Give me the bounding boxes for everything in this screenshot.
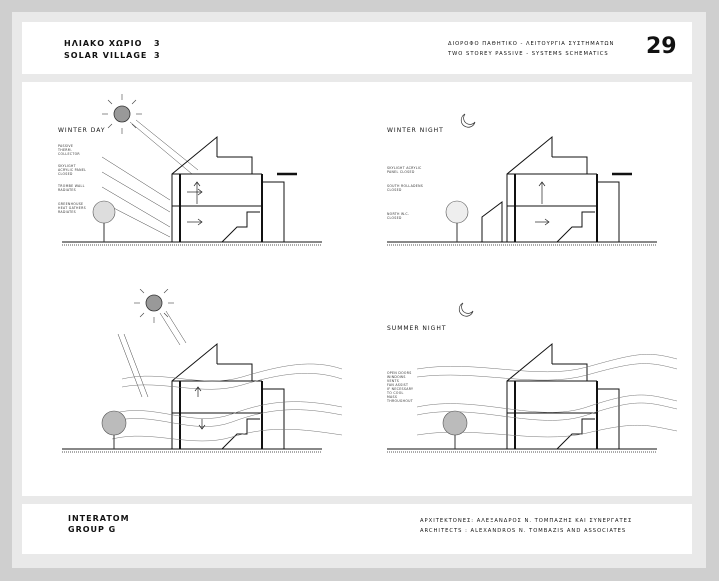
architects-english: ARCHITECTS : ALEXANDROS N. TOMBAZIS AND ASSOCIATES [420, 528, 627, 534]
winter-day-title: WINTER DAY [58, 127, 106, 134]
title-english-number: 3 [154, 51, 161, 60]
subtitle-greek: ΔΙΟΡΟΦΟ ΠΑΘΗΤΙΚΟ - ΛΕΙΤΟΥΡΓΙΑ ΣΥΣΤΗΜΑΤΩΝ [448, 41, 615, 47]
moon-icon [459, 303, 473, 316]
winter-night-diagram [357, 82, 692, 289]
summer-night-diagram [357, 289, 692, 496]
sun-rays [118, 311, 186, 397]
airflow-waves [112, 364, 342, 441]
tree-icon [102, 411, 126, 449]
title-greek-number: 3 [154, 39, 161, 48]
winter-day-diagram [22, 82, 357, 289]
title-block-footer [22, 504, 692, 554]
title-greek: ΗΛΙΑΚΟ ΧΩΡΙΟ [64, 39, 143, 48]
summer-day-diagram [22, 289, 357, 496]
firm-name-line1: INTERATOM [68, 514, 130, 523]
arrows [535, 182, 549, 225]
winter-day-note-3: TROMBE WALL RADIATES [58, 184, 85, 192]
title-english: SOLAR VILLAGE [64, 51, 148, 60]
firm-name-line2: GROUP G [68, 525, 117, 534]
sun-icon [102, 94, 142, 134]
winter-night-note-3: NORTH W.C. CLOSED [387, 212, 410, 220]
house-section [387, 137, 657, 242]
summer-night-title: SUMMER NIGHT [387, 325, 447, 332]
tree-icon [446, 201, 468, 242]
summer-night-section-drawing [357, 289, 692, 496]
winter-day-note-4: GREENHOUSE HEAT GATHERS RADIATES [58, 202, 86, 214]
sun-icon [134, 289, 174, 323]
summer-day-section-drawing [22, 289, 357, 496]
winter-night-note-2: SOUTH ROLLADENS CLOSED [387, 184, 424, 192]
sun-rays [102, 120, 198, 237]
tree-icon [93, 201, 115, 242]
house-section [387, 344, 657, 449]
winter-day-note-1: PASSIVE THERM. COLLECTOR [58, 144, 80, 156]
arrows [187, 182, 202, 225]
title-block-header [22, 22, 692, 74]
tree-icon [443, 411, 467, 449]
house-section [62, 137, 322, 242]
winter-night-title: WINTER NIGHT [387, 127, 444, 134]
schematics-panel [22, 82, 692, 496]
summer-night-note-1: OPEN DOORS WINDOWS VENTS FAN ASSIST IF NECESSARY TO COOL MASS THROUGHOUT [387, 371, 414, 403]
winter-night-note-1: SKYLIGHT ACRYLIC PANEL CLOSED [387, 166, 422, 174]
house-section [62, 344, 322, 449]
moon-icon [461, 114, 475, 127]
winter-day-section-drawing [22, 82, 357, 289]
architects-greek: ΑΡΧΙΤΕΚΤΟΝΕΣ: ΑΛΕΞΑΝΔΡΟΣ Ν. ΤΟΜΠΑΖΗΣ ΚΑΙ ΣΥΝΕΡΓΑΤΕΣ [420, 518, 633, 524]
subtitle-english: TWO STOREY PASSIVE - SYSTEMS SCHEMATICS [448, 51, 609, 57]
winter-night-section-drawing [357, 82, 692, 289]
sheet-number: 29 [646, 34, 677, 59]
winter-day-note-2: SKYLIGHT ACRYLIC PANEL CLOSED [58, 164, 87, 176]
arrows [195, 387, 205, 429]
